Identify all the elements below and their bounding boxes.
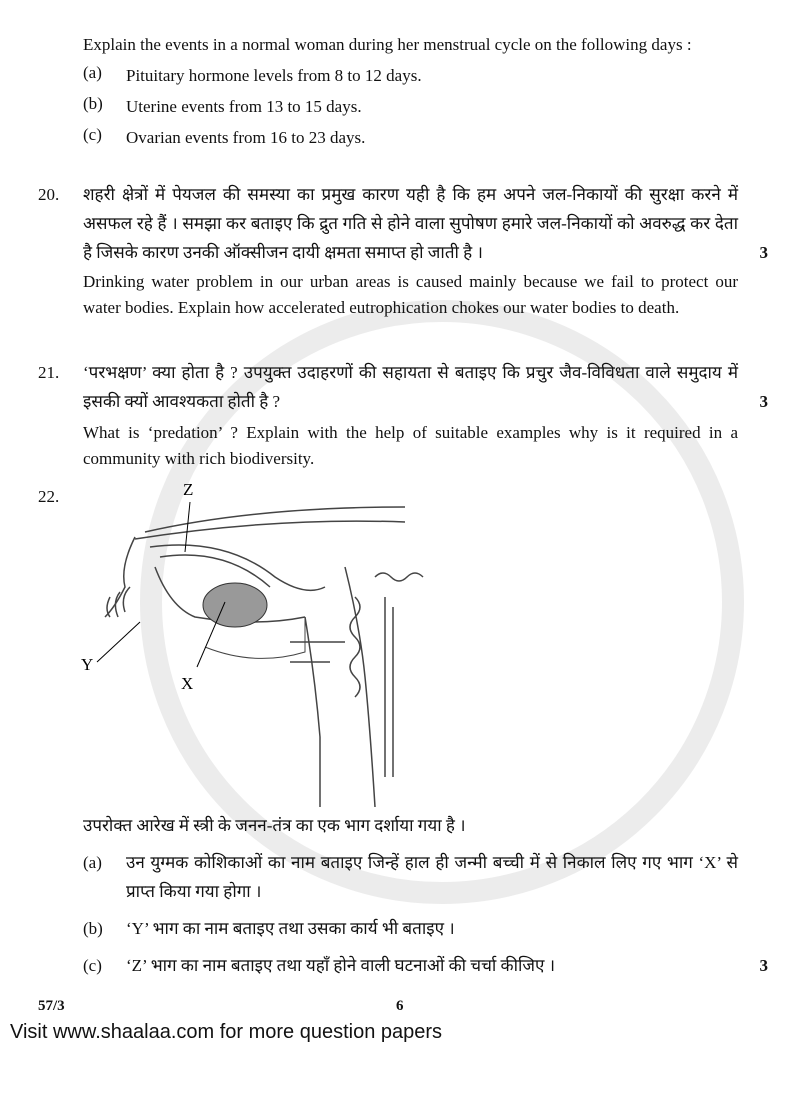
q19-intro: Explain the events in a normal woman during her menstrual cycle on the following days : <box>83 35 692 54</box>
question-22 <box>38 480 768 980</box>
q21-hindi: ‘परभक्षण’ क्या होता है ? उपयुक्त उदाहरणों की सहायता से बताइए कि प्रचुर जैव-विविधता वाले समुदाय में इसकी क्यों आवश्यकता होती है ? <box>83 363 738 411</box>
part-label: (b) <box>83 94 103 113</box>
q21-number: 21. <box>38 363 60 382</box>
part-text: Pituitary hormone levels from 8 to 12 days. <box>126 66 422 85</box>
label-y: Y <box>81 655 94 674</box>
q22-diagram-wrap <box>81 480 738 807</box>
label-x: X <box>181 674 194 693</box>
reproductive-system-diagram <box>75 477 435 807</box>
q20-hindi: शहरी क्षेत्रों में पेयजल की समस्या का प्रमुख कारण यही है कि हम अपने जल-निकायों की सुरक्षा करने में असफल रहे हैं । समझा कर बताइए कि द्रुत गति से होने वाला सुपोषण हमारे जल-निकायों को अवरुद्ध कर देता है जिसके कारण उनकी ऑक्सीजन दायी क्षमता समाप्त हो जाती है । <box>83 185 738 262</box>
part-text: उन युग्मक कोशिकाओं का नाम बताइए जिन्हें हाल ही जन्मी बच्ची में से निकाल लिए गए भाग ‘X’ से प्राप्त किया गया होगा । <box>126 853 738 901</box>
page-footer <box>38 998 768 1015</box>
q20-english: Drinking water problem in our urban areas is caused mainly because we fail to protect our water bodies. Explain how accelerated eutrophication chokes our water bodies to death. <box>83 272 738 317</box>
part-label: (a) <box>83 63 102 82</box>
q19-part-c <box>83 125 738 151</box>
part-text: Uterine events from 13 to 15 days. <box>126 97 362 116</box>
q20-number: 20. <box>38 185 60 204</box>
part-label: (c) <box>83 956 102 975</box>
q22-intro: उपरोक्त आरेख में स्त्री के जनन-तंत्र का एक भाग दर्शाया गया है । <box>83 816 466 835</box>
question-21 <box>38 358 768 472</box>
part-text: Ovarian events from 16 to 23 days. <box>126 128 366 147</box>
q19-parts <box>38 63 768 151</box>
question-20 <box>38 180 768 321</box>
q22-part-b <box>83 914 738 943</box>
q22-number: 22. <box>38 487 60 506</box>
paper-code: 57/3 <box>38 998 65 1014</box>
q19-parts-list <box>83 63 738 151</box>
q21-english: What is ‘predation’ ? Explain with the help of suitable examples why is it required in a community with rich biodiversity. <box>83 423 738 468</box>
q22-parts-list <box>83 848 738 980</box>
q19-part-a <box>83 63 738 89</box>
label-z: Z <box>183 480 194 499</box>
part-text: ‘Y’ भाग का नाम बताइए तथा उसका कार्य भी बताइए । <box>126 919 455 938</box>
page-number: 6 <box>396 998 404 1014</box>
q21-marks: 3 <box>759 392 768 411</box>
visit-link[interactable]: Visit www.shaalaa.com for more question papers <box>10 1021 443 1043</box>
q19-part-b <box>83 94 738 120</box>
part-label: (c) <box>83 125 102 144</box>
part-label: (b) <box>83 919 103 938</box>
part-label: (a) <box>83 853 102 872</box>
q22-part-a <box>83 848 738 906</box>
q20-marks: 3 <box>759 243 768 262</box>
q22-marks: 3 <box>759 956 768 975</box>
q22-part-c <box>83 951 738 980</box>
part-text: ‘Z’ भाग का नाम बताइए तथा यहाँ होने वाली घटनाओं की चर्चा कीजिए । <box>126 956 556 975</box>
question-19 <box>38 32 768 58</box>
